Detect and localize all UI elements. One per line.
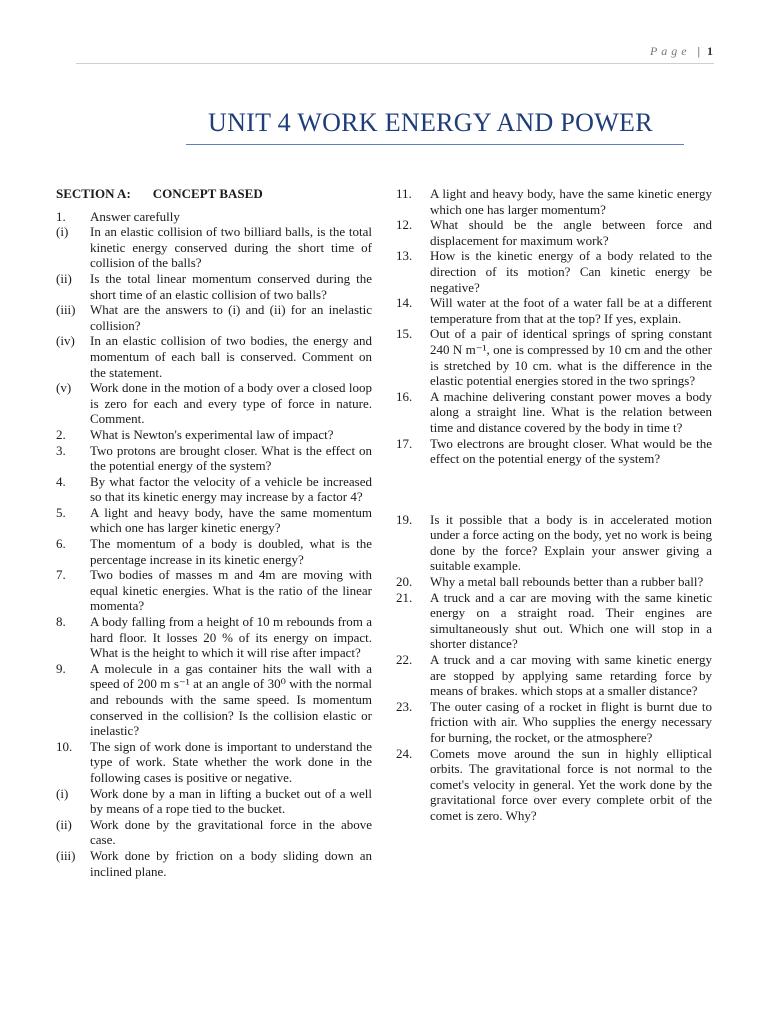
left-column	[56, 186, 372, 879]
question-number: 19.	[396, 511, 413, 527]
question-item	[56, 333, 372, 380]
question-number: 14.	[396, 295, 413, 311]
question-text: A molecule in a gas container hits the wall with a speed of 200 m s⁻¹ at an angle of 30⁰ with the normal and rebounds with the same speed. Is momentum conserved in the collision? Is the collision elastic or inelastic?	[90, 660, 372, 739]
question-text: A light and heavy body, have the same kinetic energy which one has larger momentum?	[430, 186, 712, 217]
question-item	[56, 739, 372, 786]
question-item	[396, 436, 712, 467]
question-item	[396, 217, 712, 248]
question-text: Why a metal ball rebounds better than a rubber ball?	[430, 574, 704, 590]
question-text: A machine delivering constant power moves a body along a straight line. What is the relation between time and distance covered by the body in time t?	[430, 388, 712, 435]
question-text: Work done in the motion of a body over a closed loop is zero for each and every type of force in nature. Comment.	[90, 380, 372, 427]
question-number: 24.	[396, 745, 413, 761]
question-item	[56, 661, 372, 739]
question-number: 20.	[396, 574, 413, 590]
right-question-list-upper	[396, 186, 712, 467]
question-text: Answer carefully	[90, 208, 180, 224]
question-item	[56, 380, 372, 427]
question-item	[396, 295, 712, 326]
question-item	[56, 848, 372, 879]
question-number: 1.	[56, 208, 66, 224]
question-number: 16.	[396, 388, 413, 404]
section-heading	[56, 186, 372, 202]
question-number: (v)	[56, 380, 72, 396]
page-label: Page	[649, 44, 691, 58]
title-underline	[186, 144, 684, 145]
question-number: 22.	[396, 652, 413, 668]
question-item	[396, 590, 712, 652]
question-item	[56, 536, 372, 567]
question-item	[396, 699, 712, 746]
question-number: (iii)	[56, 847, 76, 863]
question-item	[396, 746, 712, 824]
question-number: 7.	[56, 567, 66, 583]
question-text: Will water at the foot of a water fall be at a different temperature from that at the top? If yes, explain.	[430, 295, 712, 326]
question-text: Work done by the gravitational force in the above case.	[90, 816, 372, 848]
question-number: 8.	[56, 614, 66, 630]
question-text: In an elastic collision of two bodies, the energy and momentum of each ball is conserved. Comment on the statement.	[90, 333, 372, 380]
question-number: 21.	[396, 589, 413, 605]
section-name: CONCEPT BASED	[152, 186, 263, 201]
question-number: (i)	[56, 785, 69, 801]
question-text: Is it possible that a body is in accelerated motion under a force acting on the body, yet no work is being done by the force? Explain your answer giving a suitable example.	[430, 511, 712, 574]
question-number: 15.	[396, 326, 413, 342]
question-text: Comets move around the sun in highly elliptical orbits. The gravitational force is not normal to the comet's velocity in general. Yet the work done by the gravitational force over every complete orbit of the comet is zero. Why?	[430, 745, 712, 823]
blank-gap	[396, 467, 712, 512]
question-text: A light and heavy body, have the same momentum which one has larger kinetic energy?	[90, 504, 372, 536]
question-item	[56, 427, 372, 443]
page-number: 1	[707, 44, 713, 58]
question-text: Is the total linear momentum conserved during the short time of an elastic collision of two balls?	[90, 270, 372, 302]
document-title: UNIT 4 WORK ENERGY AND POWER	[208, 108, 653, 137]
question-text: In an elastic collision of two billiard balls, is the total kinetic energy conserved during the short time of collision of the balls?	[90, 224, 372, 271]
question-text: Out of a pair of identical springs of spring constant 240 N m⁻¹, one is compressed by 10 cm and the other is stretched by 10 cm. what is the difference in the elastic potential energies stored in the two springs?	[430, 326, 712, 389]
section-label: SECTION A:	[56, 186, 131, 201]
page-separator: |	[697, 44, 700, 58]
question-item	[56, 786, 372, 817]
question-text: Work done by friction on a body sliding down an inclined plane.	[90, 847, 372, 879]
question-text: What are the answers to (i) and (ii) for an inelastic collision?	[90, 302, 372, 333]
right-question-list-lower	[396, 512, 712, 824]
question-item	[56, 505, 372, 536]
question-number: 5.	[56, 504, 66, 520]
question-number: (ii)	[56, 270, 72, 286]
question-item	[396, 512, 712, 574]
question-item	[56, 567, 372, 614]
question-number: 12.	[396, 217, 413, 233]
question-number: (i)	[56, 224, 69, 240]
question-number: 9.	[56, 660, 66, 676]
question-item	[396, 389, 712, 436]
question-text: A truck and a car are moving with the same kinetic energy on a straight road. Their engines are simultaneously shut out. Which one will stop in a shorter distance?	[430, 589, 712, 652]
question-number: 4.	[56, 473, 66, 489]
question-item	[396, 186, 712, 217]
question-item	[56, 209, 372, 225]
question-item	[396, 248, 712, 295]
question-number: 2.	[56, 426, 66, 442]
question-text: Two electrons are brought closer. What would be the effect on the potential energy of the system?	[430, 435, 712, 467]
question-number: 23.	[396, 698, 413, 714]
question-number: 13.	[396, 248, 413, 264]
question-text: The sign of work done is important to understand the type of work. State whether the work done in the following cases is positive or negative.	[90, 738, 372, 785]
question-item	[56, 817, 372, 848]
question-text: What is Newton's experimental law of impact?	[90, 426, 334, 442]
question-text: By what factor the velocity of a vehicle be increased so that its kinetic energy may increase by a factor 4?	[90, 473, 372, 505]
question-text: How is the kinetic energy of a body related to the direction of its motion? Can kinetic energy be negative?	[430, 248, 712, 295]
question-item	[56, 614, 372, 661]
question-text: Two protons are brought closer. What is the effect on the potential energy of the system?	[90, 442, 372, 474]
question-number: 10.	[56, 738, 73, 754]
question-number: 17.	[396, 435, 413, 451]
question-item	[396, 652, 712, 699]
question-item	[396, 574, 712, 590]
question-text: A body falling from a height of 10 m rebounds from a hard floor. It losses 20 % of its energy on impact. What is the height to which it will rise after impact?	[90, 614, 372, 661]
question-number: (ii)	[56, 816, 72, 832]
question-number: 6.	[56, 536, 66, 552]
question-item	[56, 224, 372, 271]
question-number: 3.	[56, 442, 66, 458]
question-item	[56, 302, 372, 333]
question-item	[396, 326, 712, 388]
question-item	[56, 443, 372, 474]
question-number: (iii)	[56, 302, 76, 318]
header-rule	[76, 63, 714, 64]
question-text: The momentum of a body is doubled, what is the percentage increase in its kinetic energy?	[90, 536, 372, 567]
left-question-list	[56, 209, 372, 880]
question-text: Work done by a man in lifting a bucket out of a well by means of a rope tied to the bucket.	[90, 785, 372, 817]
question-text: What should be the angle between force and displacement for maximum work?	[430, 217, 712, 248]
question-text: Two bodies of masses m and 4m are moving with equal kinetic energies. What is the ratio of the linear momenta?	[90, 567, 372, 614]
question-item	[56, 474, 372, 505]
question-number: (iv)	[56, 333, 75, 349]
question-text: A truck and a car moving with same kinetic energy are stopped by applying same retarding force by means of brakes. which stops at a smaller distance?	[430, 652, 712, 699]
question-number: 11.	[396, 186, 412, 201]
right-column	[396, 186, 712, 824]
question-item	[56, 271, 372, 302]
question-text: The outer casing of a rocket in flight is burnt due to friction with air. Who supplies the energy necessary for burning, the rocket, or the atmosphere?	[430, 698, 712, 745]
page-header	[650, 44, 713, 59]
